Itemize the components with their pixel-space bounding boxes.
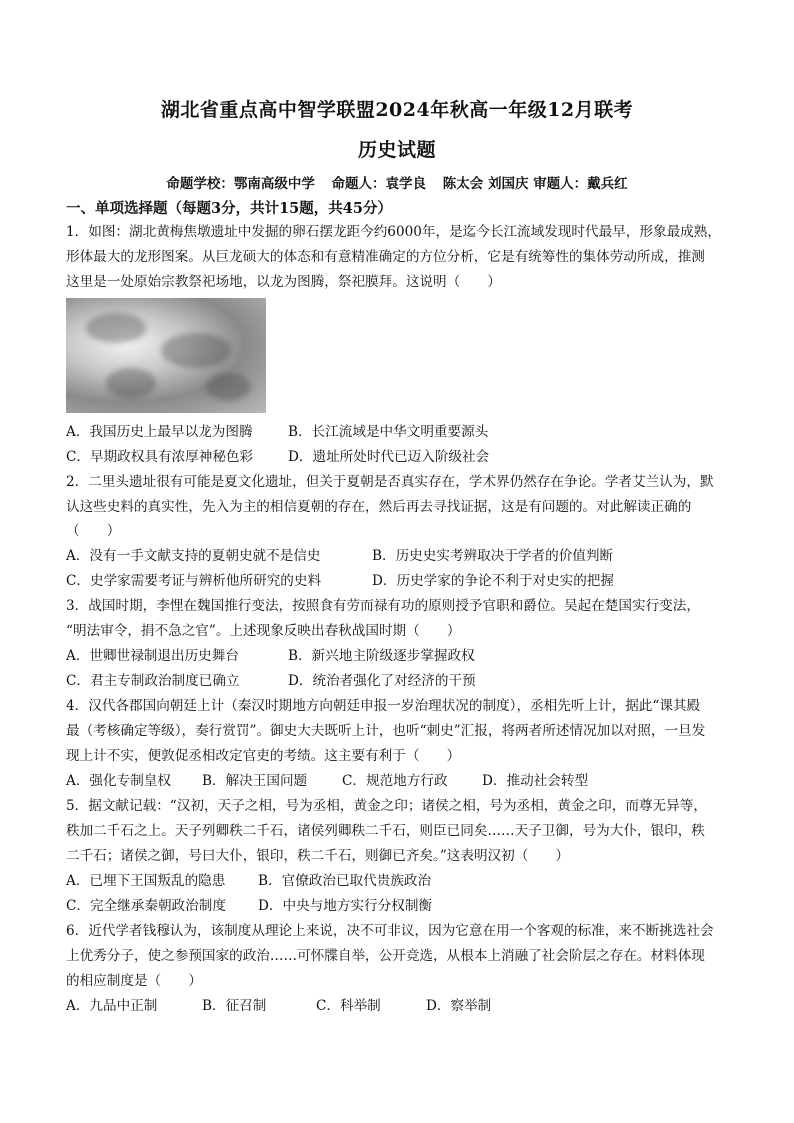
q2-option-a[interactable]: A．没有一手文献支持的夏朝史就不是信史 bbox=[66, 548, 321, 564]
q2-option-c[interactable]: C．史学家需要考证与辨析他所研究的史料 bbox=[66, 573, 322, 589]
meta-school: 命题学校：鄂南高级中学 bbox=[166, 176, 315, 192]
q5-option-d[interactable]: D．中央与地方实行分权制衡 bbox=[258, 898, 433, 914]
exam-title: 湖北省重点高中智学联盟2024年秋高一年级12月联考 bbox=[160, 99, 634, 121]
q4-option-a[interactable]: A．强化专制皇权 bbox=[66, 773, 171, 789]
q6-option-d[interactable]: D．察举制 bbox=[426, 998, 492, 1014]
q1-option-c[interactable]: C．早期政权具有浓厚神秘色彩 bbox=[66, 449, 254, 465]
q2-line-2: 认这些史料的真实性，先入为主的相信夏朝的存在，然后再去寻找证据，这是有问题的。对此解读正确的 bbox=[66, 499, 692, 515]
q1-line-2: 形体最大的龙形图案。从巨龙硕大的体态和有意精准确定的方位分析，它是有统筹性的集体劳动所成，推测 bbox=[66, 249, 705, 265]
q4-line-1: 4．汉代各郡国向朝廷上计（秦汉时期地方向朝廷申报一岁治理状况的制度），丞相先听上计，据此“课其殿 bbox=[66, 698, 701, 714]
q6-line-1: 6．近代学者钱穆认为，该制度从理论上来说，决不可非议，因为它意在用一个客观的标准，来不断挑选社会 bbox=[66, 923, 714, 939]
q3-option-c[interactable]: C．君主专制政治制度已确立 bbox=[66, 673, 240, 689]
q6-option-c[interactable]: C．科举制 bbox=[316, 998, 381, 1014]
q2-option-b[interactable]: B．历史史实考辨取决于学者的价值判断 bbox=[372, 548, 614, 564]
q1-line-1: 1．如图：湖北黄梅焦墩遗址中发掘的卵石摆龙距今约6000年，是迄今长江流域发现时代最早，形象最成熟， bbox=[66, 224, 721, 240]
meta-authors: 命题人：袁学良 bbox=[331, 176, 427, 192]
q5-line-2: 秩加二千石之上。天子列卿秩二千石，诸侯列卿秩二千石，则臣已同矣……天子卫御，号为大仆，银印，秩 bbox=[66, 823, 705, 839]
q4-line-3: 现上计不实，便敦促丞相改定官吏的考绩。这主要有利于（ ） bbox=[66, 748, 461, 764]
meta-reviewers: 陈太会 刘国庆 审题人：戴兵红 bbox=[442, 176, 628, 192]
q2-line-1: 2．二里头遗址很有可能是夏文化遗址，但关于夏朝是否真实存在，学术界仍然存在争论。学者艾兰认为，默 bbox=[66, 474, 714, 490]
q1-line-3: 这里是一处原始宗教祭祀场地，以龙为图腾，祭祀膜拜。这说明（ ） bbox=[66, 274, 501, 290]
q5-line-1: 5．据文献记载：“汉初，天子之相，号为丞相，黄金之印；诸侯之相，号为丞相，黄金之印，而尊无异等， bbox=[66, 798, 707, 814]
q3-line-2: “明法审令，捐不急之官”。上述现象反映出春秋战国时期（ ） bbox=[66, 623, 461, 639]
q6-line-3: 的相应制度是（ ） bbox=[66, 973, 202, 989]
q4-option-c[interactable]: C．规范地方行政 bbox=[342, 773, 448, 789]
q6-line-2: 上优秀分子，使之参预国家的政治……可怀牒自举，公开竞选，从根本上消融了社会阶层之存在。材料体现 bbox=[66, 948, 705, 964]
q4-option-d[interactable]: D．推动社会转型 bbox=[482, 773, 589, 789]
q3-line-1: 3．战国时期，李悝在魏国推行变法，按照食有劳而禄有功的原则授予官职和爵位。吴起在楚国实行变法， bbox=[66, 598, 700, 614]
exam-meta bbox=[0, 172, 794, 192]
q1-option-b[interactable]: B．长江流域是中华文明重要源头 bbox=[288, 424, 489, 440]
q6-option-b[interactable]: B．征召制 bbox=[202, 998, 267, 1014]
exam-subtitle: 历史试题 bbox=[357, 139, 436, 161]
dragon-relic-photo bbox=[66, 298, 266, 413]
section-heading: 一、单项选择题（每题3分，共计15题，共45分） bbox=[66, 200, 392, 217]
q3-option-d[interactable]: D．统治者强化了对经济的干预 bbox=[288, 673, 476, 689]
q5-option-a[interactable]: A．已埋下王国叛乱的隐患 bbox=[66, 873, 226, 889]
q2-option-d[interactable]: D．历史学家的争论不利于对史实的把握 bbox=[372, 573, 614, 589]
q3-option-b[interactable]: B．新兴地主阶级逐步掌握政权 bbox=[288, 648, 475, 664]
q1-option-d[interactable]: D．遗址所处时代已迈入阶级社会 bbox=[288, 449, 490, 465]
q4-line-2: 最（考核确定等级），奏行赏罚”。御史大夫既听上计，也听“刺史”汇报，将两者所述情况加以对照，一旦发 bbox=[66, 723, 706, 739]
q5-option-b[interactable]: B．官僚政治已取代贵族政治 bbox=[258, 873, 432, 889]
q1-option-a[interactable]: A．我国历史上最早以龙为图腾 bbox=[66, 424, 253, 440]
q5-option-c[interactable]: C．完全继承秦朝政治制度 bbox=[66, 898, 226, 914]
q5-line-3: 二千石；诸侯之御，号曰大仆，银印，秩二千石，则御已齐矣。”这表明汉初（ ） bbox=[66, 848, 570, 864]
q2-line-3: （ ） bbox=[66, 523, 121, 539]
q4-option-b[interactable]: B．解决王国问题 bbox=[202, 773, 308, 789]
q6-option-a[interactable]: A．九品中正制 bbox=[66, 998, 158, 1014]
q3-option-a[interactable]: A．世卿世禄制退出历史舞台 bbox=[66, 648, 239, 664]
